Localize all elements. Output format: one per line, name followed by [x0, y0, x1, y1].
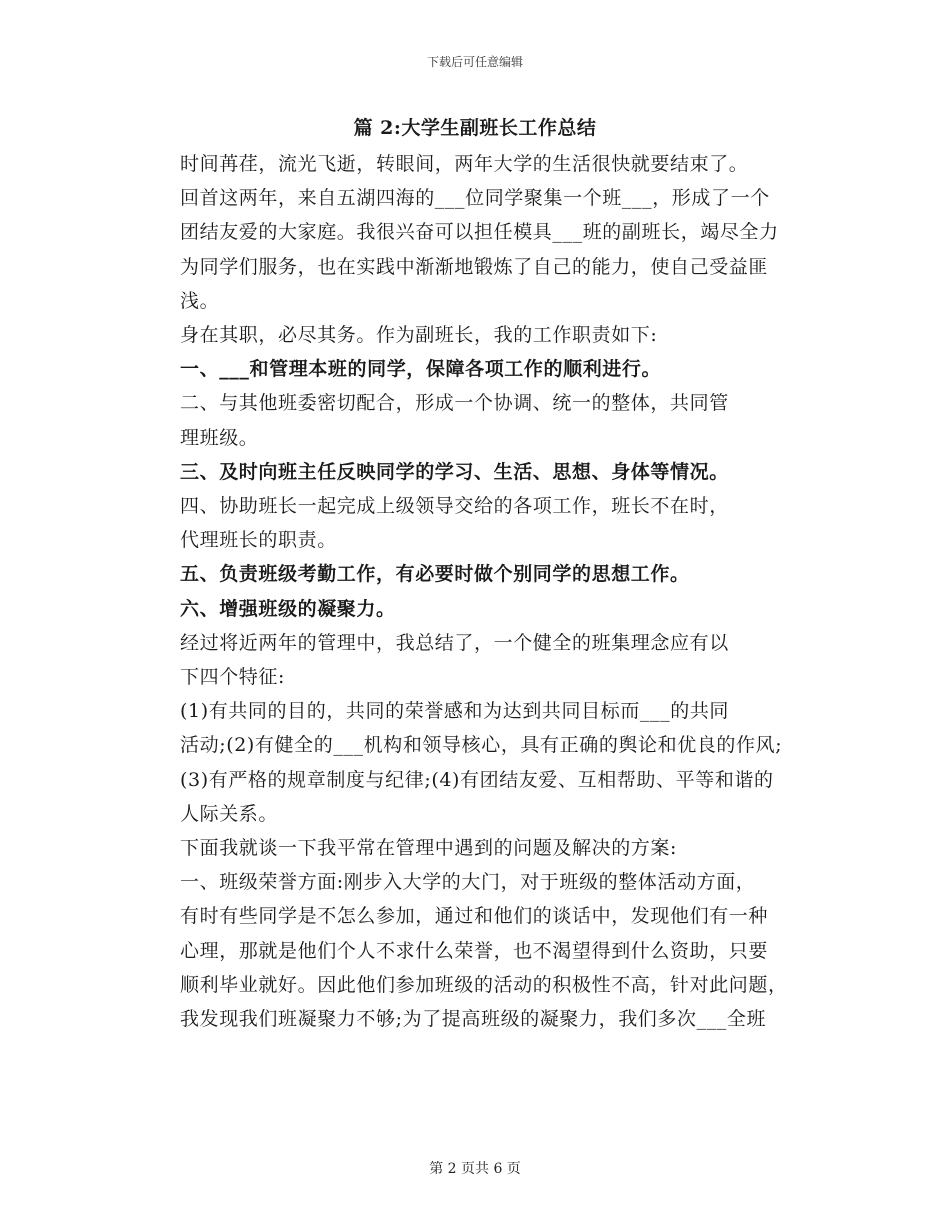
text-line: 人际关系。 [180, 802, 279, 825]
text-line: 四、协助班长一起完成上级领导交给的各项工作，班长不在时， [180, 495, 729, 518]
text-line: 下面我就谈一下我平常在管理中遇到的问题及解决的方案: [180, 837, 678, 860]
text-line: (3)有严格的规章制度与纪律;(4)有团结友爱、互相帮助、平等和谐的 [180, 768, 774, 791]
paragraph [142, 557, 810, 591]
paragraph [142, 592, 810, 626]
document-title: 篇 2:大学生副班长工作总结 [353, 117, 597, 139]
paragraph [142, 489, 810, 557]
header-note: 下载后可任意编辑 [426, 55, 523, 69]
text-line: 心理，那就是他们个人不求什么荣誉，也不渴望得到什么资助，只要 [180, 939, 769, 962]
text-line: 身在其职，必尽其务。作为副班长，我的工作职责如下: [180, 324, 658, 347]
text-line: 顺利毕业就好。因此他们参加班级的活动的积极性不高，针对此问题， [180, 973, 788, 996]
text-line: 活动;(2)有健全的___机构和领导核心，具有正确的舆论和优良的作风; [180, 734, 783, 757]
paragraph [142, 318, 810, 352]
paragraph [142, 455, 810, 489]
document-body [142, 147, 810, 1036]
text-line: 三、及时向班主任反映同学的学习、生活、思想、身体等情况。 [180, 460, 729, 483]
paragraph [142, 147, 810, 318]
text-line: (1)有共同的目的，共同的荣誉感和为达到共同目标而___的共同 [180, 700, 730, 723]
paragraph [142, 352, 810, 386]
text-line: 一、___和管理本班的同学，保障各项工作的顺利进行。 [180, 358, 662, 381]
page-number: 第 2 页共 6 页 [429, 1161, 521, 1177]
text-line: 我发现我们班凝聚力不够;为了提高班级的凝聚力，我们多次___全班 [180, 1008, 767, 1031]
text-line: 六、增强班级的凝聚力。 [180, 597, 396, 620]
text-line: 五、负责班级考勤工作，有必要时做个别同学的思想工作。 [180, 563, 690, 586]
text-line: 浅。 [180, 289, 220, 312]
text-line: 团结友爱的大家庭。我很兴奋可以担任模具___班的副班长，竭尽全力 [180, 221, 779, 244]
text-line: 一、班级荣誉方面:刚步入大学的大门，对于班级的整体活动方面， [180, 871, 756, 894]
text-line: 回首这两年，来自五湖四海的___位同学聚集一个班___，形成了一个 [180, 187, 770, 210]
text-line: 代理班长的职责。 [180, 529, 337, 552]
paragraph [142, 386, 810, 454]
text-line: 二、与其他班委密切配合，形成一个协调、统一的整体，共同管 [180, 392, 729, 415]
text-line: 有时有些同学是不怎么参加，通过和他们的谈话中，发现他们有一种 [180, 905, 769, 928]
paragraph [142, 694, 810, 831]
text-line: 理班级。 [180, 426, 259, 449]
paragraph [142, 626, 810, 694]
text-line: 下四个特征: [180, 666, 286, 689]
text-line: 经过将近两年的管理中，我总结了，一个健全的班集理念应有以 [180, 631, 729, 654]
text-line: 时间苒荏，流光飞逝，转眼间，两年大学的生活很快就要结束了。 [180, 153, 749, 175]
paragraph [142, 865, 810, 1036]
paragraph [142, 831, 810, 865]
text-line: 为同学们服务，也在实践中渐渐地锻炼了自己的能力，使自己受益匪 [180, 255, 769, 278]
